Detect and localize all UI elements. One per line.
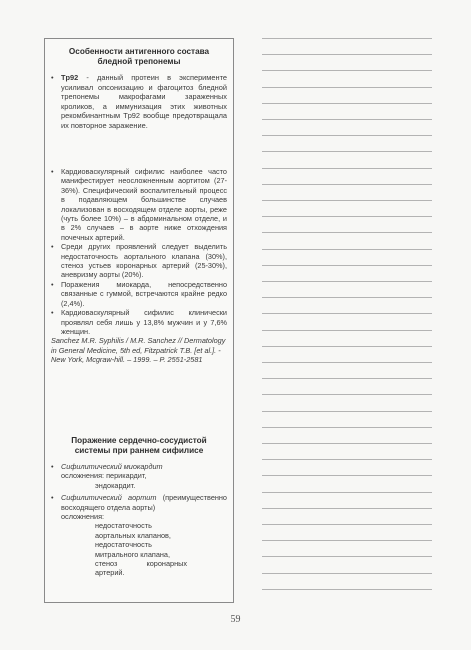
cv-bullet-4 — [45, 308, 233, 336]
cv-bullet-2 — [45, 242, 233, 280]
early-syphilis-box — [44, 420, 234, 603]
note-line — [262, 573, 432, 574]
bullet-dot-icon: • — [51, 493, 54, 503]
bullet-dot-icon: • — [51, 462, 54, 471]
note-line — [262, 281, 432, 282]
note-line — [262, 232, 432, 233]
cv-bullet-text: Кардиоваскулярный сифилис наиболее часто манифестирует неосложненным аортитом (27-36%). Специфический воспалительный процесс в подавляющем большинстве случаев локализован в восходящем отделе аорты, реже (чуть более 10%) – в абдоминальном отделе, и в 2% случаев – в аорте ниже отхождения почечных артерий. — [61, 167, 227, 242]
note-line — [262, 54, 432, 55]
cv-bullet-3 — [45, 280, 233, 308]
cv-bullet-text: Среди других проявлений следует выделить недостаточность аортального клапана (30%), стеноз устьев коронарных артерий (25-30%), аневризму аорты (20%). — [61, 242, 227, 280]
note-line — [262, 362, 432, 363]
aortitis-name: Сифилитический аортит — [61, 493, 157, 503]
complication-mitral-insufficiency: недостаточность митрального клапана, — [95, 540, 170, 559]
note-line — [262, 492, 432, 493]
note-line — [262, 200, 432, 201]
note-line — [262, 249, 432, 250]
complication-endocarditis: эндокардит. — [95, 480, 136, 490]
cv-bullet-text: Поражения миокарда, непосредственно связанные с гуммой, встречаются крайне редко (2,4%). — [61, 279, 227, 308]
note-line — [262, 475, 432, 476]
note-lines — [262, 0, 432, 600]
complication-pericarditis: перикардит, — [106, 471, 147, 481]
bullet-dot-icon: • — [51, 242, 54, 252]
cv-bullet-text: Кардиоваскулярный сифилис клинически проявлял себя лишь у 13,8% мужчин и у 7,6% женщин. — [61, 308, 227, 336]
note-line — [262, 524, 432, 525]
note-line — [262, 265, 432, 266]
note-line — [262, 119, 432, 120]
tp92-term: Tp92 — [61, 73, 79, 82]
bullet-dot-icon: • — [51, 279, 54, 289]
myocarditis-bullet — [45, 462, 233, 471]
note-line — [262, 411, 432, 412]
note-line — [262, 168, 432, 169]
note-line — [262, 378, 432, 379]
note-line — [262, 589, 432, 590]
note-line — [262, 459, 432, 460]
note-line — [262, 70, 432, 71]
early-syphilis-title: Поражение сердечно-сосудистой системы при раннем сифилисе — [71, 436, 207, 455]
complications-label: осложнения: — [61, 471, 105, 481]
note-line — [262, 427, 432, 428]
note-line — [262, 540, 432, 541]
note-line — [262, 508, 432, 509]
note-line — [262, 556, 432, 557]
complication-aortic-insufficiency: недостаточность аортальных клапанов, — [95, 521, 171, 540]
myocarditis-complications — [45, 471, 233, 480]
note-line — [262, 216, 432, 217]
note-line — [262, 151, 432, 152]
note-line — [262, 346, 432, 347]
tp92-text: - данный протеин в эксперименте усиливал опсонизацию и фагоцитоз бледной трепонемы макрофагами зараженных кроликов, а иммунизация этих животных рекомбинантным Tp92 вообще предотвращала их повторное заражение. — [61, 73, 227, 130]
aortitis-bullet — [45, 493, 233, 512]
note-line — [262, 443, 432, 444]
bullet-dot-icon: • — [51, 167, 54, 176]
reference-citation: Sanchez M.R. Syphilis / M.R. Sanchez // Dermatology in General Medicine, 5th ed, Fitzpatrick T.B. [et al.]. - New York, Mcgraw-hill. – 1999. – P. 2551-2581 — [51, 336, 226, 365]
tp92-bullet — [45, 73, 233, 130]
note-line — [262, 135, 432, 136]
bullet-dot-icon: • — [51, 308, 54, 318]
note-line — [262, 394, 432, 395]
note-line — [262, 330, 432, 331]
complication-coronary-stenosis: стеноз коронарных артерий. — [95, 559, 187, 578]
note-line — [262, 103, 432, 104]
bullet-dot-icon: • — [51, 73, 54, 82]
cardiovascular-syphilis-box — [44, 159, 234, 421]
note-line — [262, 184, 432, 185]
note-line — [262, 38, 432, 39]
aortitis-note: (преимущественно восходящего отдела аорты) — [61, 493, 227, 512]
note-line — [262, 297, 432, 298]
note-line — [262, 87, 432, 88]
page-number: 59 — [230, 614, 241, 625]
note-line — [262, 313, 432, 314]
cv-bullet-1 — [45, 167, 233, 242]
myocarditis-name: Сифилитический миокардит — [61, 462, 163, 471]
antigen-section-title: Особенности антигенного состава бледной трепонемы — [68, 47, 210, 66]
aortitis-complications-label: осложнения: — [61, 512, 105, 522]
antigen-section-box — [44, 38, 234, 161]
